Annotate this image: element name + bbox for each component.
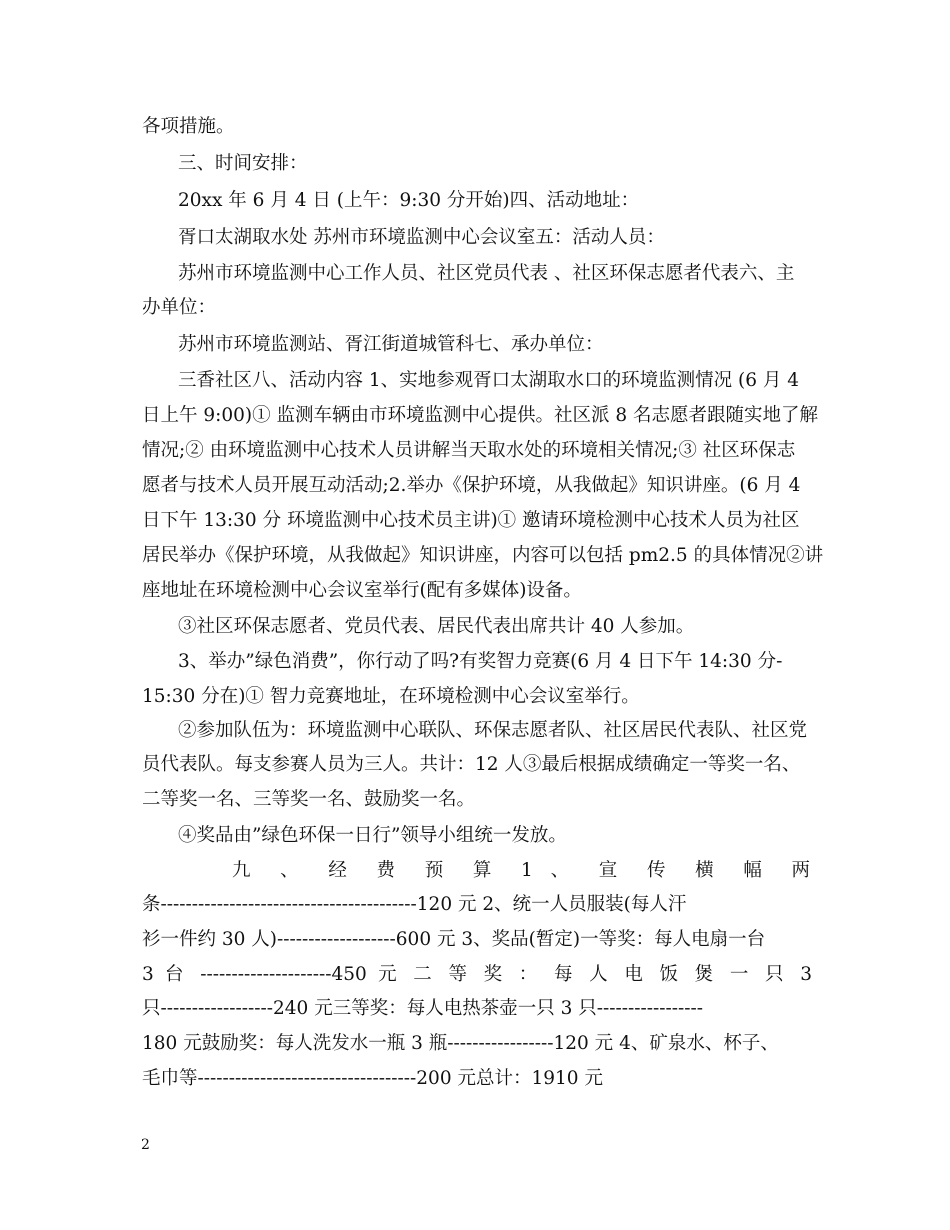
text-line: 180 元鼓励奖：每人洗发水一瓶 3 瓶-----------------120 元 4、矿泉水、杯子、: [142, 1033, 779, 1054]
text-line: 条-----------------------------------------120 元 2、统一人员服装(每人汗: [142, 894, 687, 915]
text-line: 3、举办”绿色消费”，你行动了吗?有奖智力竞赛(6 月 4 日下午 14:30 分-: [178, 651, 783, 672]
text-line: 座地址在环境检测中心会议室举行(配有多媒体)设备。: [142, 580, 582, 601]
text-line: 愿者与技术人员开展互动活动;2.举办《保护环境，从我做起》知识讲座。(6 月 4: [142, 475, 801, 496]
text-line: ③社区环保志愿者、党员代表、居民代表出席共计 40 人参加。: [178, 616, 695, 637]
text-line: 毛巾等-----------------------------------200 元总计：1910 元: [142, 1068, 603, 1089]
text-line: 苏州市环境监测站、胥江街道城管科七、承办单位：: [178, 334, 604, 355]
text-line: 各项措施。: [142, 116, 235, 137]
text-line: 日上午 9:00)① 监测车辆由市环境监测中心提供。社区派 8 名志愿者跟随实地了解: [142, 405, 819, 426]
text-line: 衫一件约 30 人)-------------------600 元 3、奖品(暂定)一等奖：每人电扇一台: [142, 929, 766, 950]
text-line: ④奖品由”绿色环保一日行”领导小组统一发放。: [178, 825, 567, 846]
text-line: 办单位：: [142, 297, 217, 318]
text-line: 二等奖一名、三等奖一名、鼓励奖一名。: [142, 789, 476, 810]
text-line: 居民举办《保护环境，从我做起》知识讲座，内容可以包括 pm2.5 的具体情况②讲: [142, 545, 824, 566]
text-line: 员代表队。每支参赛人员为三人。共计：12 人③最后根据成绩确定一等奖一名、: [142, 754, 801, 775]
text-line: 苏州市环境监测中心工作人员、社区党员代表 、社区环保志愿者代表六、主: [178, 263, 795, 284]
text-line: ②参加队伍为：环境监测中心联队、环保志愿者队、社区居民代表队、社区党: [178, 720, 808, 741]
text-line: 胥口太湖取水处 苏州市环境监测中心会议室五：活动人员：: [178, 227, 665, 248]
text-line: 15:30 分在)① 智力竞赛地址，在环境检测中心会议室举行。: [142, 686, 640, 707]
text-line: 三、时间安排：: [178, 153, 308, 174]
text-line: 20xx 年 6 月 4 日 (上午：9:30 分开始)四、活动地址：: [178, 190, 640, 211]
text-line: 只------------------240 元三等奖：每人电热茶壶一只 3 只-----------------: [142, 998, 704, 1019]
text-line: 3 台 ---------------------450 元 二 等 奖 ： 每 人 电 饭 煲 一 只 3: [142, 964, 812, 985]
page-number: 2: [141, 1137, 150, 1153]
text-line: 情况;② 由环境监测中心技术人员讲解当天取水处的环境相关情况;③ 社区环保志: [142, 440, 796, 461]
text-line: 九 、 经 费 预 算 1 、 宣 传 横 幅 两: [232, 860, 810, 881]
text-line: 三香社区八、活动内容 1、实地参观胥口太湖取水口的环境监测情况 (6 月 4: [178, 370, 800, 391]
text-line: 日下午 13:30 分 环境监测中心技术员主讲)① 邀请环境检测中心技术人员为社区: [142, 510, 800, 531]
